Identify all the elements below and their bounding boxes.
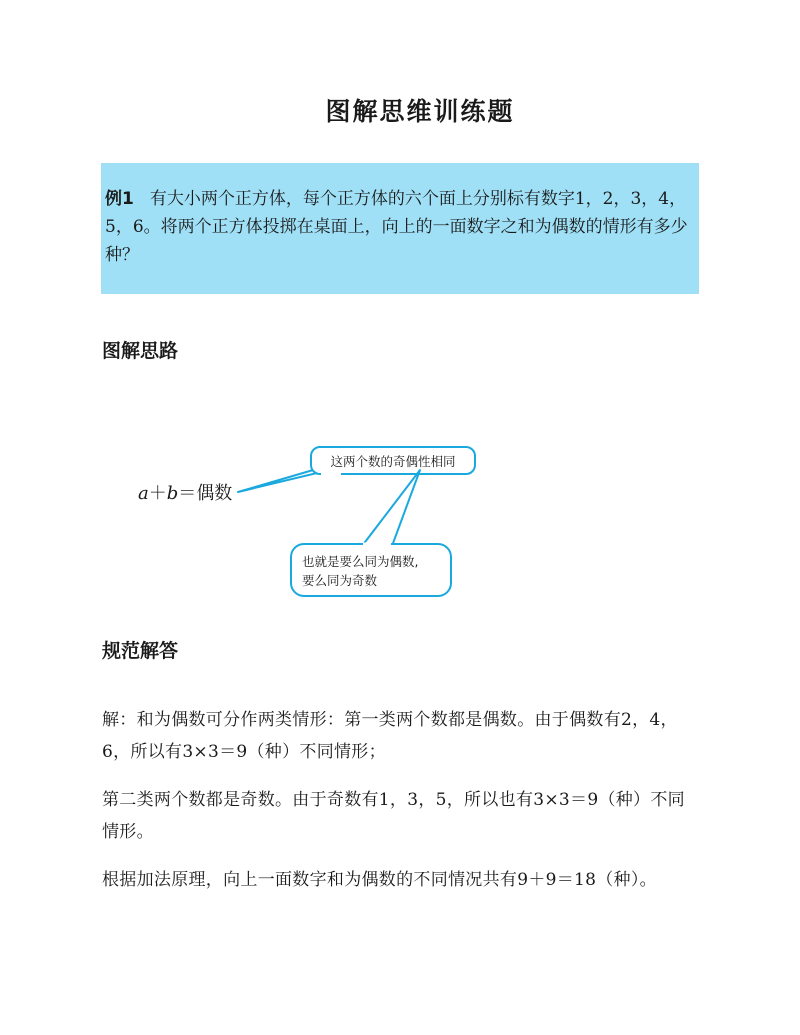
equation-b: b <box>166 483 179 504</box>
equation-a: a <box>138 483 149 504</box>
thinking-diagram <box>130 440 470 600</box>
equation <box>138 483 232 504</box>
callout-text-1: 这两个数的奇偶性相同 <box>330 454 456 469</box>
equation-rest: ＝偶数 <box>178 483 233 504</box>
solution-paragraph-2 <box>102 784 702 848</box>
example-label: 例1 <box>105 189 134 209</box>
solution-text-3: 根据加法原理，向上一面数字和为偶数的不同情况共有9＋9＝18（种）。 <box>102 870 657 890</box>
callout-text-2-line2: 要么同为奇数 <box>302 573 378 588</box>
solution-paragraph-3 <box>102 864 702 896</box>
section-heading-thinking: 图解思路 <box>102 340 179 362</box>
example-text: 有大小两个正方体，每个正方体的六个面上分别标有数字1，2，3，4，5，6。将两个正方体投掷在桌面上，向上的一面数字之和为偶数的情形有多少种？ <box>105 189 688 265</box>
equation-plus: ＋ <box>148 483 167 504</box>
example-box <box>101 163 699 294</box>
callout-tail-2 <box>362 470 420 546</box>
solution-paragraph-1 <box>102 704 702 768</box>
callout-bubble-2 <box>291 544 451 596</box>
solution-text-2: 第二类两个数都是奇数。由于奇数有1，3，5，所以也有3×3＝9（种）不同情形。 <box>102 790 685 842</box>
callout-text-2-line1: 也就是要么同为偶数, <box>302 554 419 569</box>
page-title: 图解思维训练题 <box>325 97 515 126</box>
section-heading-solution: 规范解答 <box>102 640 179 662</box>
solution-text-1: 解：和为偶数可分作两类情形：第一类两个数都是偶数。由于偶数有2，4，6，所以有3×3＝9（种）不同情形； <box>102 710 678 762</box>
